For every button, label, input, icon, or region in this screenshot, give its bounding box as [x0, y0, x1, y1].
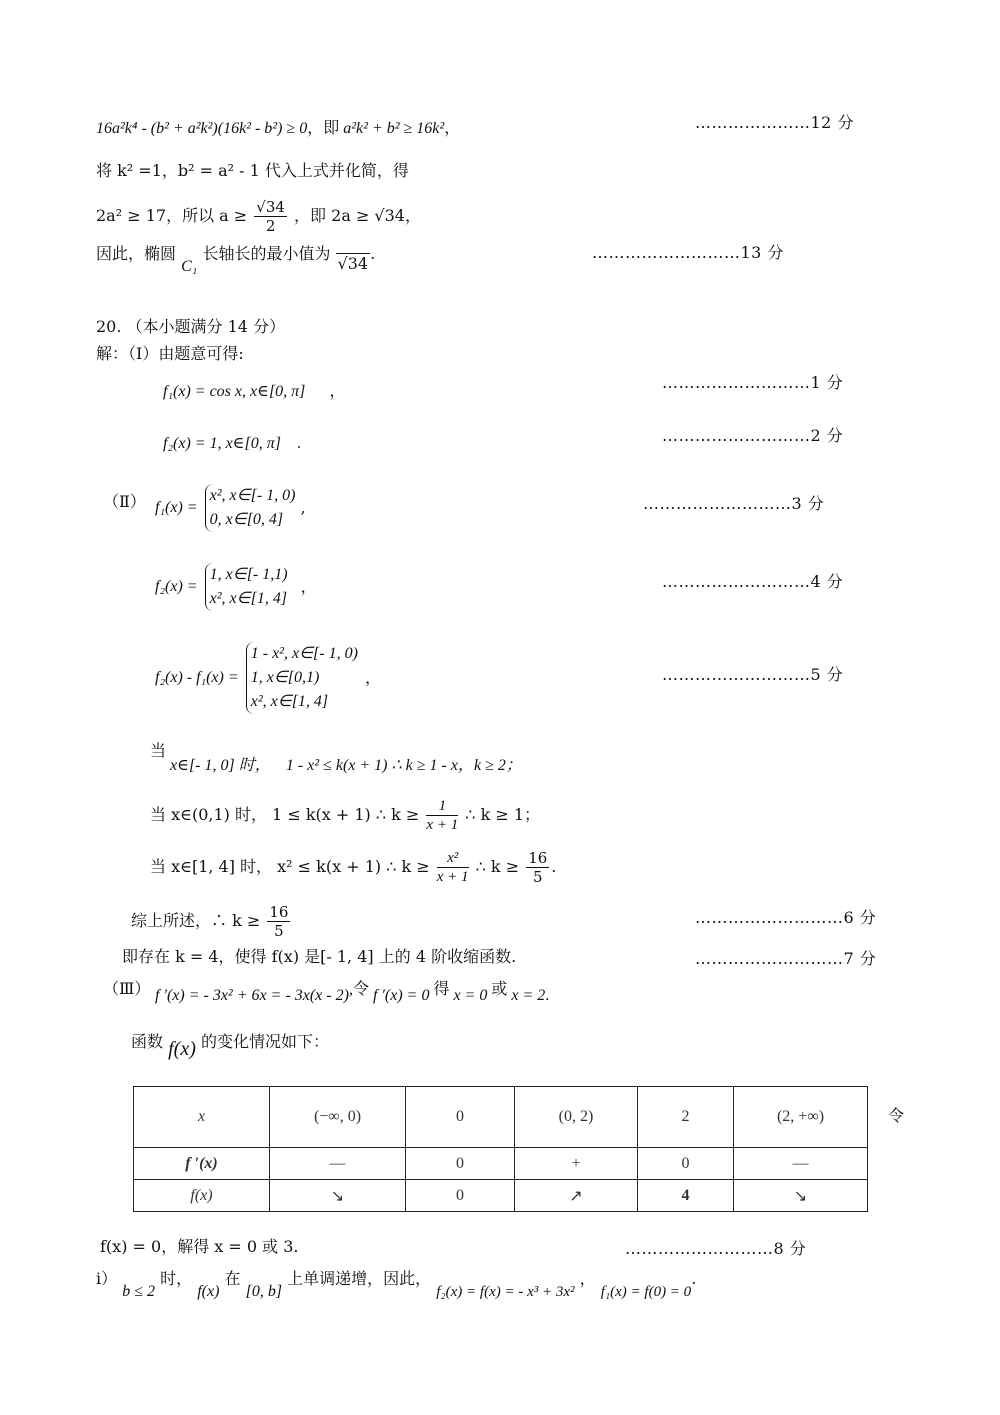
roots-line: f(x) = 0，解得 x = 0 或 3.	[100, 1237, 299, 1256]
fraction-16-over-5-summary: $\frac{16}{5}$	[269, 903, 289, 940]
increasing-arrow-icon: ↗	[515, 1180, 638, 1212]
f2-definition: f₂(x) = 1, x∈[0, π] .	[163, 435, 301, 452]
table-cell: —	[734, 1148, 868, 1180]
case-2: 当 x∈(0,1) 时， 1 ≤ k(x + 1) ∴ k ≥ $\frac{1}{x + 1}$ ∴ k ≥ 1；	[150, 798, 541, 833]
table-header-cell: 2	[638, 1087, 734, 1148]
table-cell: 0	[406, 1148, 515, 1180]
case-3: 当 x∈[1, 4] 时， x² ≤ k(x + 1) ∴ k ≥ $\frac{\text{x²}}{x + 1}$ ∴ k ≥ $\frac{16}{5}$ .	[150, 849, 557, 886]
table-intro: 函数 f(x) 的变化情况如下：	[131, 1032, 329, 1060]
case-i-line: i） b ≤ 2 时， f(x) 在 [0, b] 上单调递增，因此， f₂(x) = f(x) = - x³ + 3x² ， f₁(x) = f(0) = 0.	[96, 1269, 697, 1300]
brace-f2: 1, x∈[- 1,1) x², x∈[1, 4]	[205, 563, 288, 611]
score-5: ………………………5 分	[662, 665, 844, 684]
table-cell: 4	[638, 1180, 734, 1212]
table-header-row	[134, 1087, 868, 1148]
fraction-sqrt34-over-2: $\frac{√34}{2}$	[256, 198, 285, 235]
derivative-line: f ′(x) = - 3x² + 6x = - 3x(x - 2),令 f ′(x) = 0 得 x = 0 或 x = 2.	[155, 981, 550, 1004]
table-row-function	[134, 1180, 868, 1212]
case-1: 当 x∈[- 1, 0] 时， 1 - x² ≤ k(x + 1) ∴ k ≥ 1 - x，k ≥ 2；	[150, 741, 522, 774]
score-6: ………………………6 分	[695, 908, 877, 927]
fraction-1-over-x-plus-1: $\frac{1}{x + 1}$	[426, 798, 459, 833]
inequality-line: 16a²k⁴ - (b² + a²k²)(16k² - b²) ≥ 0，即 a²k² + b² ≥ 16k²，	[96, 120, 461, 137]
table-header-cell: (2, +∞)	[734, 1087, 868, 1148]
p2-difference-piecewise: f₂(x) - f₁(x) = 1 - x², x∈[- 1, 0) 1, x∈[0,1) x², x∈[1, 4] ，	[155, 642, 381, 714]
score-13: ………………………13 分	[592, 243, 784, 262]
a-bound-line: 2a² ≥ 17，所以 a ≥ $\frac{√34}{2}$ ，即 2a ≥ √34，	[96, 198, 421, 235]
brace-difference: 1 - x², x∈[- 1, 0) 1, x∈[0,1) x², x∈[1, 4]	[246, 642, 358, 714]
existence-line: 即存在 k = 4，使得 f(x) 是[- 1, 4] 上的 4 阶收缩函数.	[122, 947, 517, 966]
summary-line: 综上所述，∴ k ≥ $\frac{16}{5}$	[131, 903, 289, 940]
fraction-x2-over-x-plus-1: $\frac{\text{x²}}{x + 1}$	[436, 850, 469, 885]
side-note: 令	[888, 1106, 905, 1125]
table-cell: +	[515, 1148, 638, 1180]
score-7: ………………………7 分	[695, 949, 877, 968]
table-row-derivative	[134, 1148, 868, 1180]
score-8: ………………………8 分	[625, 1239, 807, 1258]
substitution-line: 将 k² =1，b² = a² - 1 代入上式并化简，得	[96, 161, 409, 180]
decreasing-arrow-icon: ↘	[734, 1180, 868, 1212]
part-1-intro: 解：（Ⅰ）由题意可得:	[96, 344, 244, 363]
question-20-header: 20. （本小题满分 14 分）	[96, 317, 286, 336]
table-header-cell: x	[134, 1087, 270, 1148]
fraction-16-over-5: $\frac{16}{5}$	[528, 849, 548, 886]
part-2-label: （Ⅱ）	[103, 492, 146, 511]
score-3: ………………………3 分	[643, 494, 825, 513]
score-1: ………………………1 分	[662, 373, 844, 392]
variation-table	[133, 1086, 868, 1212]
conclusion-line: 因此，椭圆 C₁ 长轴长的最小值为 √34.	[96, 244, 376, 275]
table-cell: —	[270, 1148, 406, 1180]
score-4: ………………………4 分	[662, 572, 844, 591]
table-cell: f(x)	[134, 1180, 270, 1212]
part-3-label: （Ⅲ）	[103, 979, 151, 998]
f1-definition: f₁(x) = cos x, x∈[0, π] ，	[163, 383, 346, 400]
score-2: ………………………2 分	[662, 426, 844, 445]
brace-f1: x², x∈[- 1, 0) 0, x∈[0, 4]	[205, 484, 296, 532]
table-header-cell: (0, 2)	[515, 1087, 638, 1148]
table-header-cell: 0	[406, 1087, 515, 1148]
p2-f2-piecewise: f₂(x) = 1, x∈[- 1,1) x², x∈[1, 4] ，	[155, 563, 317, 611]
table-cell: 0	[406, 1180, 515, 1212]
table-cell: 0	[638, 1148, 734, 1180]
decreasing-arrow-icon: ↘	[270, 1180, 406, 1212]
p2-f1-piecewise: f₁(x) = x², x∈[- 1, 0) 0, x∈[0, 4] ,	[155, 484, 306, 532]
table-header-cell: (−∞, 0)	[270, 1087, 406, 1148]
table-cell: f ′(x)	[134, 1148, 270, 1180]
score-12: …………………12 分	[695, 113, 854, 132]
